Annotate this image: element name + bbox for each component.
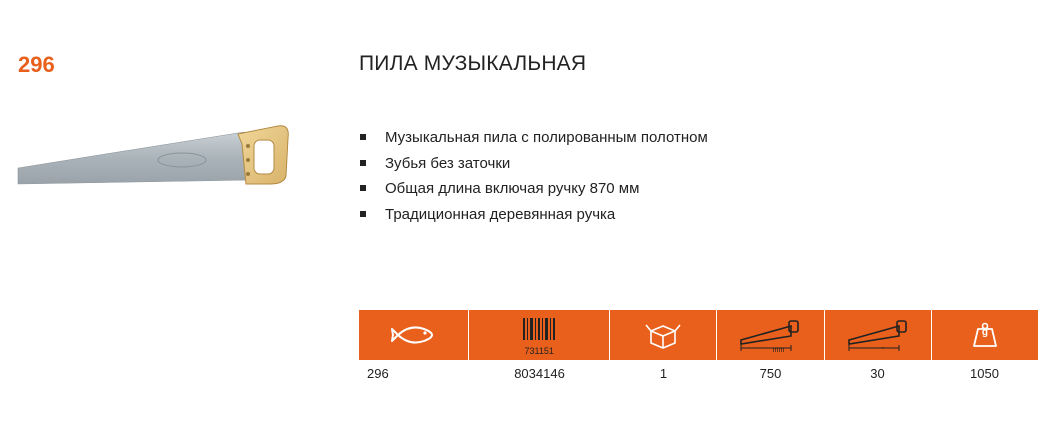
spec-table-row (359, 366, 1038, 381)
spec-table-header (359, 310, 1038, 360)
product-code: 296 (18, 52, 55, 77)
feature-item: Музыкальная пила с полированным полотном (359, 128, 708, 154)
feature-list (359, 128, 708, 230)
spec-value-pack: 1 (659, 366, 668, 381)
length-unit-inch: " (881, 347, 884, 354)
box-icon (643, 321, 683, 349)
feature-item: Традиционная деревянная ручка (359, 205, 708, 231)
spec-header-length-inch (825, 310, 932, 360)
spec-header-pack (610, 310, 717, 360)
spec-header-model (359, 310, 469, 360)
barcode-number: 731151 (524, 346, 554, 356)
spec-value-ean: 8034146 (514, 366, 565, 381)
saw-product-image (16, 124, 300, 188)
spec-header-weight (932, 310, 1038, 360)
feature-item: Общая длина включая ручку 870 мм (359, 179, 708, 205)
spec-value-length-mm: 750 (759, 366, 782, 381)
length-unit-mm: mm (772, 347, 785, 354)
spec-value-length-inch: 30 (870, 366, 885, 381)
barcode-icon (522, 318, 556, 340)
product-title: ПИЛА МУЗЫКАЛЬНАЯ (359, 52, 587, 75)
weight-unit: g (981, 327, 988, 338)
fish-icon (390, 323, 438, 347)
spec-value-weight: 1050 (970, 366, 999, 381)
feature-item: Зубья без заточки (359, 154, 708, 180)
spec-value-model: 296 (367, 366, 389, 381)
spec-header-ean (469, 310, 610, 360)
spec-header-length-mm (717, 310, 824, 360)
